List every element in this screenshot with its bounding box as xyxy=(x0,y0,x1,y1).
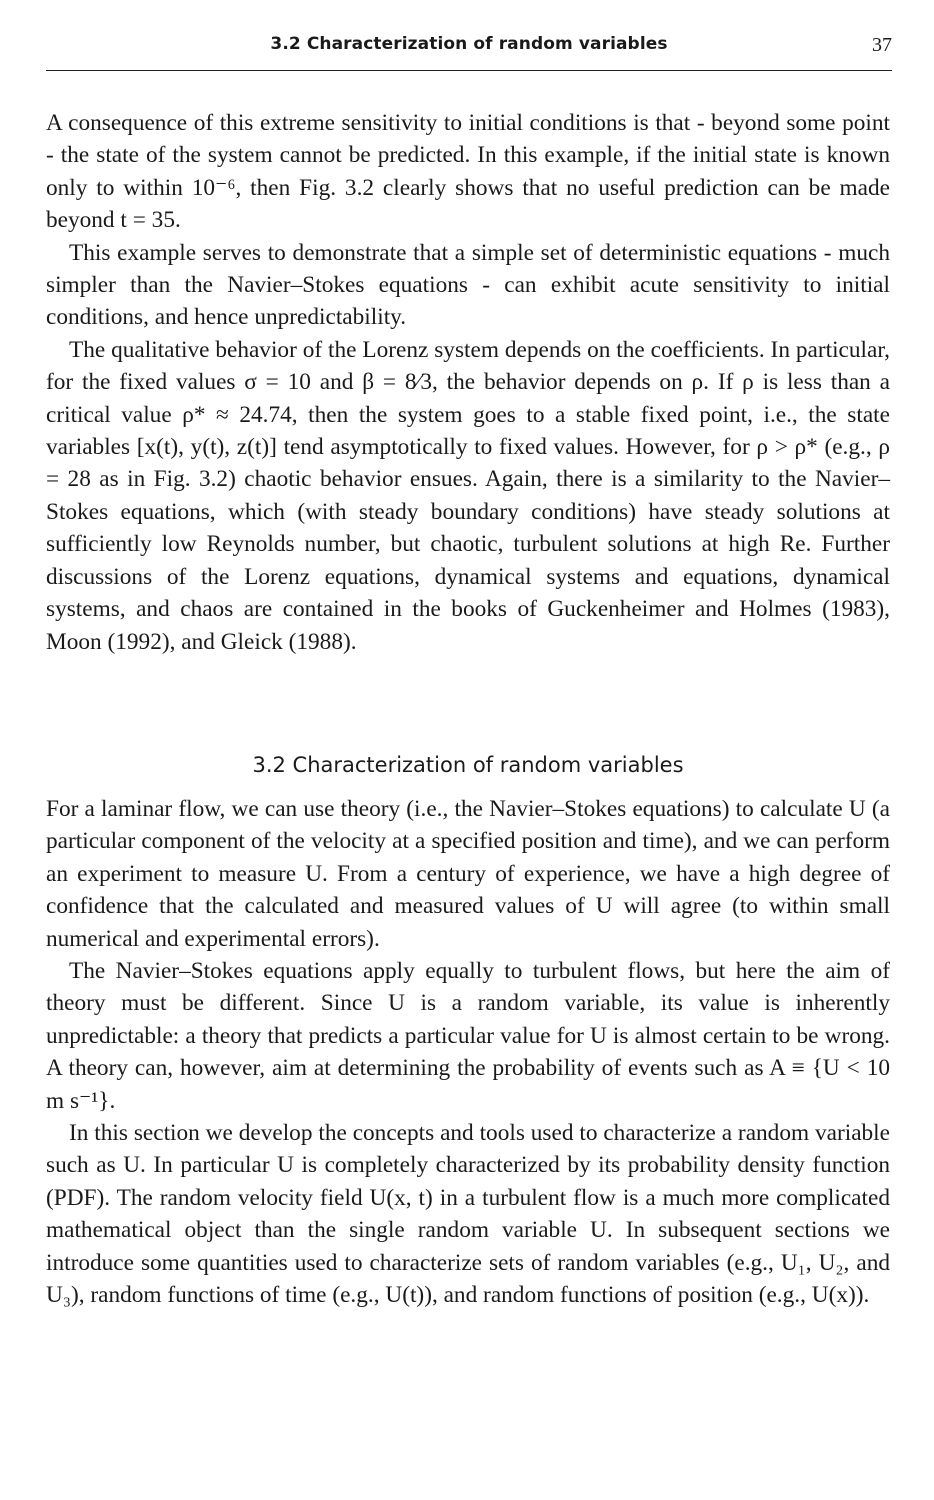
running-title: 3.2 Characterization of random variables xyxy=(270,34,668,54)
paragraph-lorenz-behavior: The qualitative behavior of the Lorenz system depends on the coefficients. In particular, for the fixed values σ = 10 and β = 8⁄3, the behavior depends on ρ. If ρ is less than a critical value ρ* ≈ 24.74, then the system goes to a stable fixed point, i.e., the state variables [x(t), y(t), z(t)] tend asymptotically to fixed values. However, for ρ > ρ* (e.g., ρ = 28 as in Fig. 3.2) chaotic behavior ensues. Again, there is a similarity to the Navier–Stokes equations, which (with steady boundary conditions) have steady solutions at sufficiently low Reynolds number, but chaotic, turbulent solutions at high Re. Further discussions of the Lorenz equations, dynamical systems and equations, dynamical systems, and chaos are contained in the books of Guckenheimer and Holmes (1983), Moon (1992), and Gleick (1988). xyxy=(46,336,890,655)
paragraph-laminar-flow: For a laminar flow, we can use theory (i.e., the Navier–Stokes equations) to calculate U (a particular component of the velocity at a specified position and time), and we can perform an experiment to measure U. From a century of experience, we have a high degree of confidence that the calculated and measured values of U will agree (to within small numerical and experimental errors). xyxy=(46,796,890,952)
paragraph-deterministic: This example serves to demonstrate that a simple set of deterministic equations - much simpler than the Navier–Stokes equations - can exhibit acute sensitivity to initial conditions, and hence unpredictability. xyxy=(46,239,890,331)
page-number: 37 xyxy=(872,34,892,56)
body-text-section xyxy=(46,793,890,1312)
section-heading: 3.2 Characterization of random variables xyxy=(252,753,684,777)
paragraph-turbulent-theory: The Navier–Stokes equations apply equally to turbulent flows, but here the aim of theory must be different. Since U is a random variable, its value is inherently unpredictable: a theory that predicts a particular value for U is almost certain to be wrong. A theory can, however, aim at determining the probability of events such as A ≡ {U < 10 m s⁻¹}. xyxy=(46,958,890,1114)
header-rule xyxy=(46,70,892,71)
paragraph-pdf-intro: In this section we develop the concepts and tools used to characterize a random variable such as U. In particular U is completely characterized by its probability density function (PDF). The random velocity field U(x, t) in a turbulent flow is a much more complicated mathematical object than the single random variable U. In subsequent sections we introduce some quantities used to characterize sets of random variables (e.g., U₁, U₂, and U₃), random functions of time (e.g., U(t)), and random functions of position (e.g., U(x)). xyxy=(46,1120,890,1309)
paragraph-sensitivity: A consequence of this extreme sensitivity to initial conditions is that - beyond some point - the state of the system cannot be predicted. In this example, if the initial state is known only to within 10⁻⁶, then Fig. 3.2 clearly shows that no useful prediction can be made beyond t = 35. xyxy=(46,110,890,234)
running-header xyxy=(46,34,892,68)
body-text-top xyxy=(46,107,890,658)
